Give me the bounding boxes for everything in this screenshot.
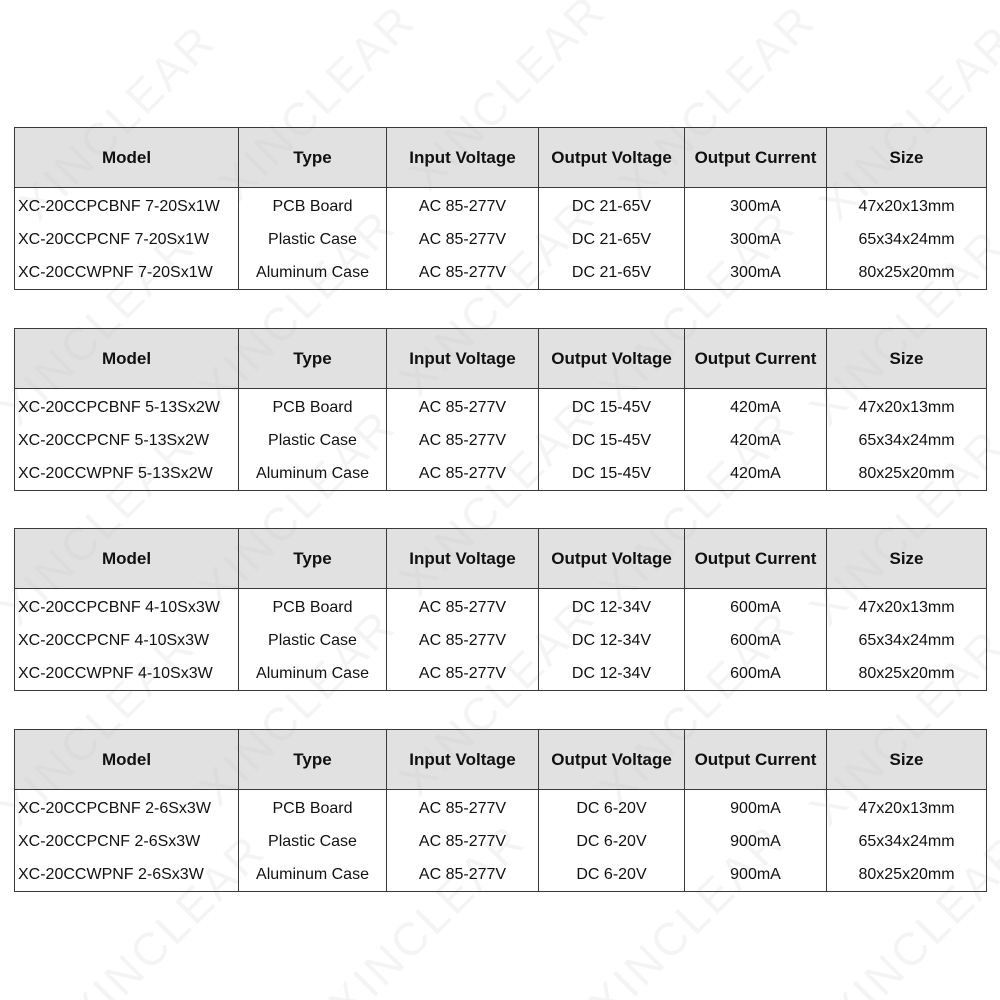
header-input-voltage: Input Voltage bbox=[387, 128, 539, 188]
cell-model: XC-20CCPCNF 5-13Sx2W bbox=[15, 424, 239, 457]
cell-size: 65x34x24mm bbox=[827, 223, 987, 256]
header-row bbox=[15, 529, 987, 589]
header-model: Model bbox=[15, 529, 239, 589]
header-output-voltage: Output Voltage bbox=[539, 128, 685, 188]
cell-output-current: 420mA bbox=[685, 389, 827, 425]
cell-size: 80x25x20mm bbox=[827, 256, 987, 290]
cell-model: XC-20CCPCNF 4-10Sx3W bbox=[15, 624, 239, 657]
cell-type: Plastic Case bbox=[239, 223, 387, 256]
table-row bbox=[15, 457, 987, 491]
cell-output-current: 600mA bbox=[685, 589, 827, 625]
header-output-current: Output Current bbox=[685, 730, 827, 790]
cell-input-voltage: AC 85-277V bbox=[387, 858, 539, 892]
cell-size: 80x25x20mm bbox=[827, 457, 987, 491]
cell-input-voltage: AC 85-277V bbox=[387, 657, 539, 691]
header-model: Model bbox=[15, 128, 239, 188]
table-row bbox=[15, 389, 987, 425]
cell-input-voltage: AC 85-277V bbox=[387, 790, 539, 826]
cell-input-voltage: AC 85-277V bbox=[387, 389, 539, 425]
header-row bbox=[15, 329, 987, 389]
cell-output-current: 900mA bbox=[685, 858, 827, 892]
cell-type: PCB Board bbox=[239, 589, 387, 625]
cell-output-voltage: DC 12-34V bbox=[539, 657, 685, 691]
cell-type: Plastic Case bbox=[239, 825, 387, 858]
header-size: Size bbox=[827, 529, 987, 589]
header-output-voltage: Output Voltage bbox=[539, 730, 685, 790]
cell-input-voltage: AC 85-277V bbox=[387, 457, 539, 491]
cell-output-current: 300mA bbox=[685, 188, 827, 224]
cell-type: Aluminum Case bbox=[239, 256, 387, 290]
header-input-voltage: Input Voltage bbox=[387, 529, 539, 589]
cell-type: PCB Board bbox=[239, 188, 387, 224]
header-output-current: Output Current bbox=[685, 329, 827, 389]
header-type: Type bbox=[239, 529, 387, 589]
cell-model: XC-20CCPCBNF 2-6Sx3W bbox=[15, 790, 239, 826]
header-model: Model bbox=[15, 730, 239, 790]
header-row bbox=[15, 128, 987, 188]
header-size: Size bbox=[827, 329, 987, 389]
cell-size: 65x34x24mm bbox=[827, 825, 987, 858]
header-input-voltage: Input Voltage bbox=[387, 329, 539, 389]
cell-output-current: 600mA bbox=[685, 624, 827, 657]
cell-model: XC-20CCPCBNF 5-13Sx2W bbox=[15, 389, 239, 425]
header-size: Size bbox=[827, 128, 987, 188]
cell-type: Plastic Case bbox=[239, 624, 387, 657]
cell-model: XC-20CCPCBNF 4-10Sx3W bbox=[15, 589, 239, 625]
cell-output-voltage: DC 15-45V bbox=[539, 389, 685, 425]
cell-output-voltage: DC 21-65V bbox=[539, 223, 685, 256]
table-row bbox=[15, 223, 987, 256]
cell-input-voltage: AC 85-277V bbox=[387, 256, 539, 290]
table-row bbox=[15, 424, 987, 457]
cell-size: 65x34x24mm bbox=[827, 424, 987, 457]
cell-input-voltage: AC 85-277V bbox=[387, 825, 539, 858]
cell-output-voltage: DC 21-65V bbox=[539, 188, 685, 224]
spec-table-3 bbox=[14, 528, 987, 691]
table-row bbox=[15, 256, 987, 290]
header-output-voltage: Output Voltage bbox=[539, 529, 685, 589]
spec-table-2 bbox=[14, 328, 987, 491]
cell-output-current: 900mA bbox=[685, 825, 827, 858]
cell-output-voltage: DC 21-65V bbox=[539, 256, 685, 290]
cell-type: Aluminum Case bbox=[239, 858, 387, 892]
cell-type: PCB Board bbox=[239, 389, 387, 425]
cell-size: 47x20x13mm bbox=[827, 589, 987, 625]
header-output-voltage: Output Voltage bbox=[539, 329, 685, 389]
cell-input-voltage: AC 85-277V bbox=[387, 223, 539, 256]
cell-output-voltage: DC 6-20V bbox=[539, 790, 685, 826]
table-row bbox=[15, 858, 987, 892]
cell-output-current: 420mA bbox=[685, 457, 827, 491]
header-model: Model bbox=[15, 329, 239, 389]
cell-output-voltage: DC 6-20V bbox=[539, 825, 685, 858]
spec-table-1 bbox=[14, 127, 987, 290]
cell-model: XC-20CCPCNF 7-20Sx1W bbox=[15, 223, 239, 256]
cell-size: 65x34x24mm bbox=[827, 624, 987, 657]
header-output-current: Output Current bbox=[685, 128, 827, 188]
cell-model: XC-20CCWPNF 2-6Sx3W bbox=[15, 858, 239, 892]
cell-type: PCB Board bbox=[239, 790, 387, 826]
table-row bbox=[15, 624, 987, 657]
cell-input-voltage: AC 85-277V bbox=[387, 424, 539, 457]
cell-output-current: 420mA bbox=[685, 424, 827, 457]
cell-size: 47x20x13mm bbox=[827, 188, 987, 224]
cell-size: 47x20x13mm bbox=[827, 389, 987, 425]
header-type: Type bbox=[239, 128, 387, 188]
table-row bbox=[15, 825, 987, 858]
cell-type: Aluminum Case bbox=[239, 457, 387, 491]
table-row bbox=[15, 657, 987, 691]
table-row bbox=[15, 188, 987, 224]
header-input-voltage: Input Voltage bbox=[387, 730, 539, 790]
cell-input-voltage: AC 85-277V bbox=[387, 188, 539, 224]
cell-output-voltage: DC 12-34V bbox=[539, 589, 685, 625]
header-output-current: Output Current bbox=[685, 529, 827, 589]
cell-output-voltage: DC 12-34V bbox=[539, 624, 685, 657]
cell-model: XC-20CCWPNF 5-13Sx2W bbox=[15, 457, 239, 491]
cell-output-current: 300mA bbox=[685, 256, 827, 290]
cell-output-current: 900mA bbox=[685, 790, 827, 826]
table-row bbox=[15, 790, 987, 826]
cell-output-voltage: DC 15-45V bbox=[539, 424, 685, 457]
cell-size: 47x20x13mm bbox=[827, 790, 987, 826]
cell-type: Plastic Case bbox=[239, 424, 387, 457]
cell-output-current: 600mA bbox=[685, 657, 827, 691]
table-row bbox=[15, 589, 987, 625]
header-size: Size bbox=[827, 730, 987, 790]
cell-output-voltage: DC 15-45V bbox=[539, 457, 685, 491]
cell-input-voltage: AC 85-277V bbox=[387, 589, 539, 625]
cell-output-current: 300mA bbox=[685, 223, 827, 256]
cell-type: Aluminum Case bbox=[239, 657, 387, 691]
cell-model: XC-20CCWPNF 7-20Sx1W bbox=[15, 256, 239, 290]
cell-size: 80x25x20mm bbox=[827, 858, 987, 892]
header-type: Type bbox=[239, 329, 387, 389]
header-type: Type bbox=[239, 730, 387, 790]
cell-model: XC-20CCWPNF 4-10Sx3W bbox=[15, 657, 239, 691]
cell-size: 80x25x20mm bbox=[827, 657, 987, 691]
cell-model: XC-20CCPCNF 2-6Sx3W bbox=[15, 825, 239, 858]
spec-table-4 bbox=[14, 729, 987, 892]
cell-model: XC-20CCPCBNF 7-20Sx1W bbox=[15, 188, 239, 224]
cell-input-voltage: AC 85-277V bbox=[387, 624, 539, 657]
cell-output-voltage: DC 6-20V bbox=[539, 858, 685, 892]
header-row bbox=[15, 730, 987, 790]
